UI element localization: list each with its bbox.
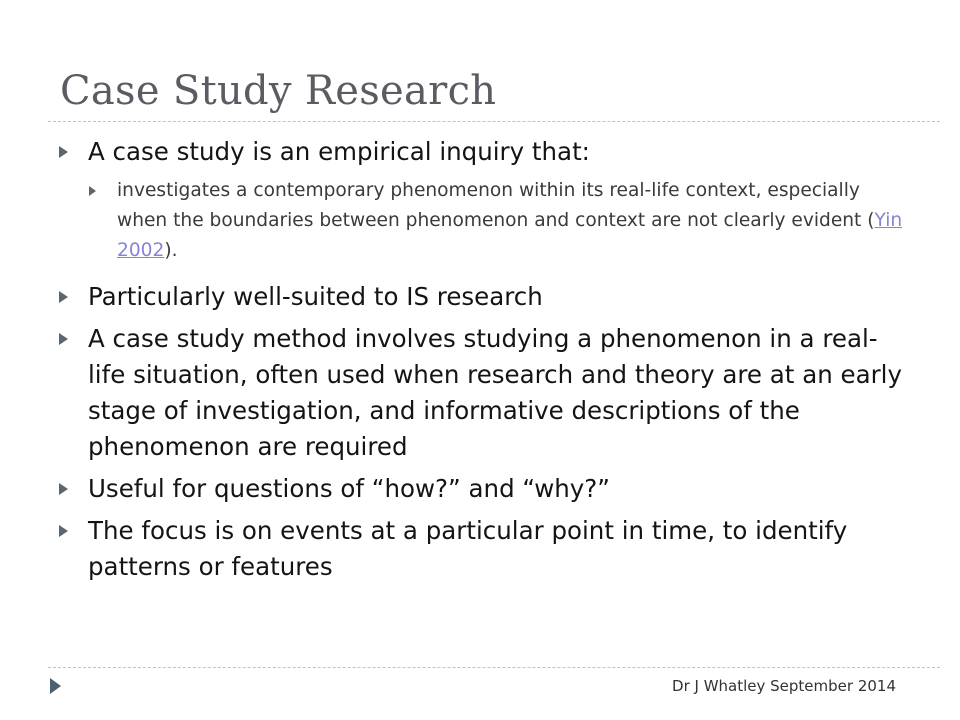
bullet-item-5 [57, 513, 907, 585]
bullet-item-4 [57, 471, 907, 507]
footer-divider [48, 667, 940, 668]
sub-bullet-item-1 [88, 176, 907, 266]
bullet-text: A case study method involves studying a phenomenon in a real-life situation, often used when research and theory are at an early stage of investigation, and informative descriptions of the phenomenon are required [88, 324, 902, 461]
bullet-item-3 [57, 321, 907, 465]
bullet-triangle-icon [59, 525, 68, 537]
title-divider [48, 121, 940, 122]
bullet-triangle-icon [89, 186, 96, 196]
bullet-text: A case study is an empirical inquiry that: [88, 137, 590, 166]
bullet-triangle-icon [59, 291, 68, 303]
footer-author-date: Dr J Whatley September 2014 [672, 677, 896, 695]
bullet-item-2 [57, 279, 907, 315]
bullet-triangle-icon [59, 333, 68, 345]
citation-link-yin-2002[interactable]: Yin 2002 [117, 210, 903, 261]
bullet-item-1 [57, 134, 907, 170]
bullet-triangle-icon [59, 146, 68, 158]
bullet-text: The focus is on events at a particular point in time, to identify patterns or features [88, 516, 848, 581]
bullet-text: Particularly well-suited to IS research [88, 282, 543, 311]
footer-triangle-icon [50, 678, 61, 694]
sub-bullet-text: investigates a contemporary phenomenon within its real-life context, especially when the boundaries between phenomenon and context are not clearly evident ( [117, 180, 875, 231]
bullet-list [57, 134, 907, 591]
bullet-text: Useful for questions of “how?” and “why?” [88, 474, 610, 503]
sub-bullet-text-end: ). [164, 240, 178, 261]
slide-title: Case Study Research [60, 68, 497, 114]
bullet-triangle-icon [59, 483, 68, 495]
